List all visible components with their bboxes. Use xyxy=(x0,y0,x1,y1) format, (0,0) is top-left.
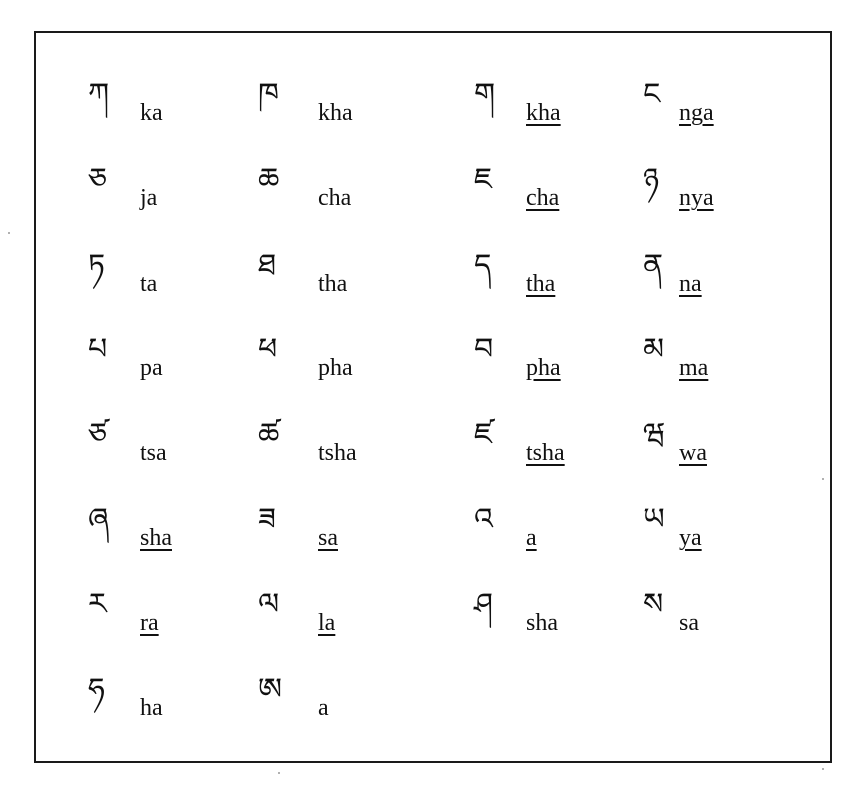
tibetan-letter: ཅ xyxy=(88,162,108,197)
transliteration: pa xyxy=(140,355,163,381)
scan-speck xyxy=(278,772,280,774)
alphabet-cell xyxy=(258,249,458,309)
transliteration: tsha xyxy=(318,440,357,466)
alphabet-table-frame xyxy=(34,31,832,763)
alphabet-cell xyxy=(258,78,458,138)
tibetan-letter: འ xyxy=(474,502,493,537)
transliteration: ha xyxy=(140,695,163,721)
tibetan-letter: ཇ xyxy=(474,162,493,197)
alphabet-cell xyxy=(643,163,843,223)
tibetan-letter: ཧ xyxy=(88,672,105,707)
tibetan-letter: ཤ xyxy=(474,587,493,622)
tibetan-letter: ཚ xyxy=(258,417,280,452)
alphabet-cell xyxy=(258,163,458,223)
transliteration: la xyxy=(318,610,336,636)
transliteration: ka xyxy=(140,100,163,126)
tibetan-letter: ཡ xyxy=(643,502,665,537)
transliteration: ya xyxy=(679,525,702,551)
transliteration: ma xyxy=(679,355,709,381)
transliteration: sha xyxy=(140,525,172,551)
tibetan-letter: ས xyxy=(643,587,664,622)
tibetan-letter: ཝ xyxy=(643,417,666,452)
tibetan-letter: ལ xyxy=(258,587,280,622)
tibetan-letter: ར xyxy=(88,587,107,622)
alphabet-cell xyxy=(258,588,458,648)
alphabet-cell xyxy=(643,503,843,563)
tibetan-letter: ཁ xyxy=(258,77,279,112)
transliteration: nga xyxy=(679,100,714,126)
transliteration: wa xyxy=(679,440,707,466)
tibetan-letter: ད xyxy=(474,248,492,283)
transliteration: ra xyxy=(140,610,159,636)
transliteration: tha xyxy=(318,271,348,297)
transliteration: tha xyxy=(526,271,556,297)
alphabet-cell xyxy=(643,78,843,138)
tibetan-letter: ཉ xyxy=(643,162,660,197)
transliteration: kha xyxy=(526,100,561,126)
transliteration: ja xyxy=(140,185,158,211)
transliteration: tsha xyxy=(526,440,565,466)
alphabet-cell xyxy=(643,588,843,648)
alphabet-cell xyxy=(258,418,458,478)
scan-speck xyxy=(822,478,824,480)
transliteration: nya xyxy=(679,185,714,211)
scan-speck xyxy=(822,768,824,770)
tibetan-letter: བ xyxy=(474,332,494,367)
transliteration: pha xyxy=(526,355,561,381)
tibetan-letter: ག xyxy=(474,77,496,112)
transliteration: a xyxy=(318,695,329,721)
tibetan-letter: ཞ xyxy=(88,502,109,537)
alphabet-cell xyxy=(643,249,843,309)
transliteration: cha xyxy=(526,185,560,211)
transliteration: tsa xyxy=(140,440,167,466)
tibetan-letter: ཆ xyxy=(258,162,280,197)
alphabet-cell xyxy=(643,333,843,393)
tibetan-letter: མ xyxy=(643,332,665,367)
tibetan-letter: ང xyxy=(643,77,661,112)
tibetan-letter: ཛ xyxy=(474,417,493,452)
transliteration: sa xyxy=(679,610,699,636)
transliteration: kha xyxy=(318,100,353,126)
transliteration: na xyxy=(679,271,702,297)
tibetan-letter: ཙ xyxy=(88,417,108,452)
alphabet-cell xyxy=(258,673,458,733)
transliteration: sha xyxy=(526,610,558,636)
tibetan-letter: ཀ xyxy=(88,77,110,112)
transliteration: sa xyxy=(318,525,338,551)
transliteration: pha xyxy=(318,355,353,381)
transliteration: a xyxy=(526,525,537,551)
tibetan-letter: ཏ xyxy=(88,248,106,283)
transliteration: cha xyxy=(318,185,352,211)
alphabet-cell xyxy=(258,333,458,393)
alphabet-cell xyxy=(258,503,458,563)
alphabet-cell xyxy=(643,418,843,478)
tibetan-letter: ཐ xyxy=(258,248,277,283)
tibetan-letter: ན xyxy=(643,248,664,283)
transliteration: ta xyxy=(140,271,158,297)
tibetan-letter: ཕ xyxy=(258,332,278,367)
tibetan-letter: པ xyxy=(88,332,108,367)
scan-speck xyxy=(8,232,10,234)
tibetan-letter: ཨ xyxy=(258,672,283,707)
tibetan-letter: ཟ xyxy=(258,502,276,537)
